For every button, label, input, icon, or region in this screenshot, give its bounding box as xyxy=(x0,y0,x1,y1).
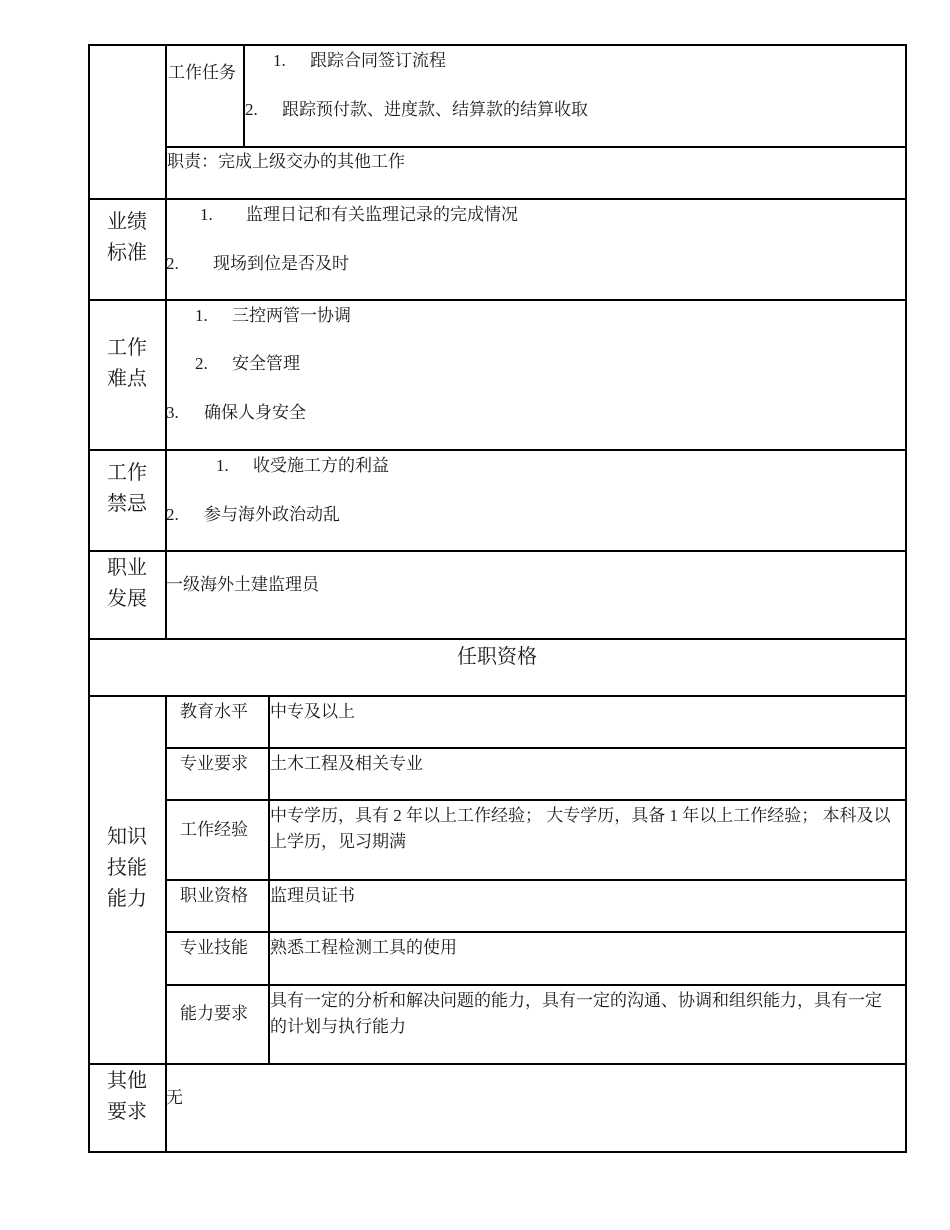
item-number: 1. xyxy=(195,306,208,325)
duty-text: 职责：完成上级交办的其他工作 xyxy=(167,152,405,171)
ability-label: 能力要求 xyxy=(180,1004,248,1023)
item-text: 确保人身安全 xyxy=(204,403,306,422)
item-number: 2. xyxy=(195,354,208,373)
certificate-label: 职业资格 xyxy=(180,886,248,905)
item-number: 3. xyxy=(166,403,179,422)
difficulties-label: 工作难点 xyxy=(107,337,147,390)
row-divider xyxy=(166,931,907,933)
item-text: 跟踪预付款、进度款、结算款的结算收取 xyxy=(282,100,588,119)
knowledge-label: 知识技能能力 xyxy=(107,826,147,910)
row-divider xyxy=(166,799,907,801)
difficulty-item xyxy=(166,402,306,424)
taboos-label: 工作禁忌 xyxy=(107,462,147,515)
row-divider xyxy=(88,550,907,552)
other-value: 无 xyxy=(166,1088,183,1107)
performance-item xyxy=(166,253,349,275)
item-text: 跟踪合同签订流程 xyxy=(310,51,446,70)
experience-label: 工作经验 xyxy=(180,820,248,839)
item-number: 2. xyxy=(166,505,179,524)
item-number: 1. xyxy=(273,51,286,70)
table-border-bottom xyxy=(88,1151,907,1153)
row-divider xyxy=(88,638,907,640)
column-divider xyxy=(243,44,245,147)
skills-value: 熟悉工程检测工具的使用 xyxy=(270,938,457,957)
item-text: 收受施工方的利益 xyxy=(253,456,389,475)
table-border-right xyxy=(905,44,907,1152)
experience-value: 中专学历，具有 2 年以上工作经验； 大专学历，具备 1 年以上工作经验； 本科及以上学历，见习期满 xyxy=(270,806,891,851)
item-number: 1. xyxy=(200,205,213,224)
major-label: 专业要求 xyxy=(180,754,248,773)
career-value: 一级海外土建监理员 xyxy=(166,575,319,594)
taboo-item xyxy=(216,455,389,477)
other-label: 其他要求 xyxy=(107,1070,147,1123)
education-value: 中专及以上 xyxy=(270,702,355,721)
row-divider xyxy=(166,747,907,749)
row-divider xyxy=(166,146,907,148)
task-item xyxy=(245,99,588,121)
certificate-value: 监理员证书 xyxy=(270,886,355,905)
education-label: 教育水平 xyxy=(180,702,248,721)
taboo-item xyxy=(166,504,340,526)
item-number: 2. xyxy=(166,254,179,273)
task-sublabel: 工作任务 xyxy=(168,63,236,82)
difficulty-item xyxy=(195,305,351,327)
item-text: 监理日记和有关监理记录的完成情况 xyxy=(246,205,518,224)
row-divider xyxy=(88,1063,907,1065)
skills-label: 专业技能 xyxy=(180,938,248,957)
table-border-top xyxy=(88,44,907,46)
row-divider xyxy=(88,299,907,301)
item-number: 1. xyxy=(216,456,229,475)
row-divider xyxy=(166,984,907,986)
row-divider xyxy=(88,695,907,697)
career-label: 职业发展 xyxy=(107,557,147,610)
row-divider xyxy=(166,879,907,881)
difficulty-item xyxy=(195,353,300,375)
item-text: 现场到位是否及时 xyxy=(213,254,349,273)
item-text: 参与海外政治动乱 xyxy=(204,505,340,524)
performance-item xyxy=(200,204,518,226)
item-number: 2. xyxy=(245,100,258,119)
column-divider xyxy=(165,44,167,639)
major-value: 土木工程及相关专业 xyxy=(270,754,423,773)
task-item xyxy=(273,50,446,72)
item-text: 安全管理 xyxy=(232,354,300,373)
item-text: 三控两管一协调 xyxy=(232,306,351,325)
qualification-header: 任职资格 xyxy=(457,646,537,668)
row-divider xyxy=(88,449,907,451)
row-divider xyxy=(88,198,907,200)
ability-value: 具有一定的分析和解决问题的能力，具有一定的沟通、协调和组织能力，具有一定的计划与执行能力 xyxy=(270,991,882,1036)
performance-label: 业绩标准 xyxy=(107,211,147,264)
table-border-left xyxy=(88,44,90,1152)
